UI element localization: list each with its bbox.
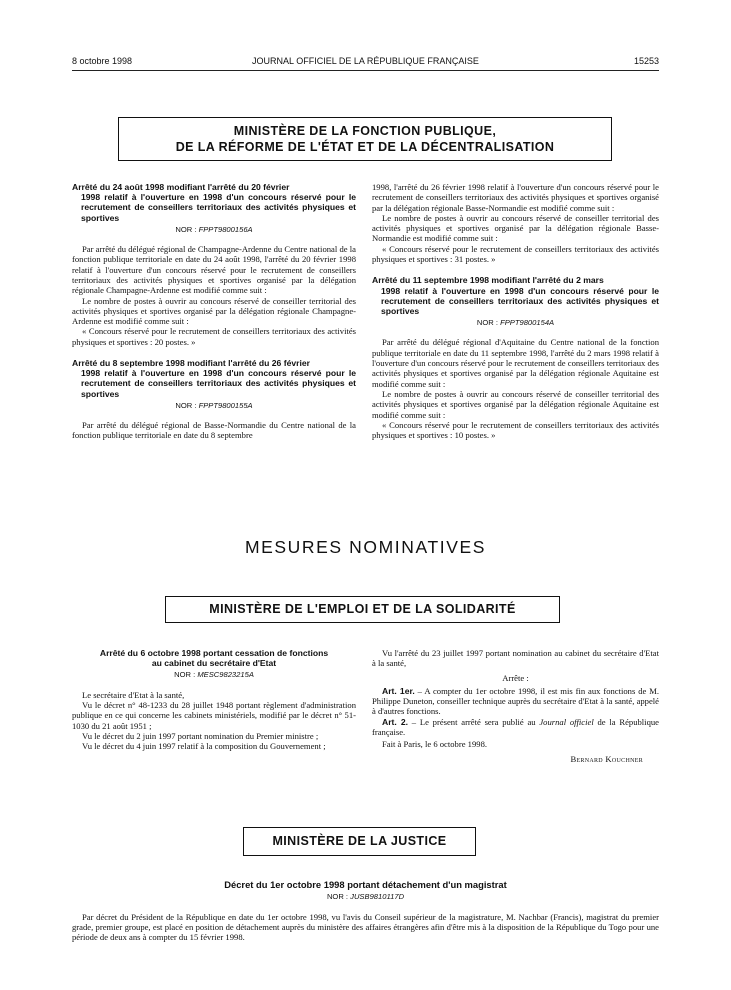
article-text: – A compter du 1er octobre 1998, il est mis fin aux fonctions de M. Philippe Duneton, conseiller technique auprès du secrétaire d'Etat à la santé, appelé à d'autres fonctions. (372, 685, 659, 717)
arrete-title-continuation: 1998 relatif à l'ouverture en 1998 d'un concours réservé pour le recrutement de conseillers territoriaux des activités physiques et sportives (81, 192, 356, 223)
article-label: Art. 1er. (382, 685, 415, 696)
arrete-8-septembre-title (72, 358, 356, 399)
paragraph: Par arrêté du délégué régional d'Aquitaine du Centre national de la fonction publique territoriale en date du 11 septembre 1998, l'arrêté du 2 mars 1998 relatif à l'ouverture d'un concours réservé pour le recrutement de conseillers territoriaux des activités physiques et sportives organisé par la délégation régionale Aquitaine est modifié comme suit : (372, 337, 659, 389)
arrete-formula: Arrête : (502, 672, 529, 683)
nor-label: NOR : (476, 318, 501, 328)
paragraph: Par décret du Président de la République en date du 1er octobre 1998, vu l'avis du Conseil supérieur de la magistrature, M. Nachbar (Francis), magistrat du premier grade, premier groupe, est placé en position de détachement auprès du ministère des affaires étrangères afin d'être mis à la disposition de la République du Togo pour une période de deux ans à compter du 15 février 1998. (72, 911, 659, 943)
nor-reference (72, 670, 356, 680)
ministry-fonction-publique-box (118, 117, 612, 161)
arrete-title-line: Arrêté du 24 août 1998 modifiant l'arrêté du 20 février (72, 182, 290, 192)
arrete-title-continuation: 1998 relatif à l'ouverture en 1998 d'un concours réservé pour le recrutement de conseillers territoriaux des activités physiques et sportives (81, 368, 356, 399)
article-1 (372, 686, 659, 717)
nor-reference (72, 225, 356, 235)
signature: Bernard Kouchner (570, 753, 643, 764)
nor-label: NOR : (326, 892, 351, 902)
nor-reference (372, 318, 659, 328)
paragraph: « Concours réservé pour le recrutement de conseillers territoriaux des activités physiques et sportives : 10 postes. » (372, 419, 659, 441)
paragraph-continuation: 1998, l'arrêté du 26 février 1998 relatif à l'ouverture d'un concours réservé pour le recrutement de conseillers territoriaux des activités physiques et sportives organisé par la délégation régionale Basse-Normandie est modifié comme suit : (372, 182, 659, 213)
nor-code: JUSB9810117D (350, 892, 405, 902)
article-label: Art. 2. (382, 716, 408, 727)
article-text: de la République française. (372, 716, 659, 738)
paragraph: Par arrêté du délégué régional de Champagne-Ardenne du Centre national de la fonction publique territoriale en date du 24 août 1998, l'arrêté du 20 février 1998 relatif à l'ouverture d'un concours réservé pour le recrutement de conseillers territoriaux des activités physiques et sportives organisé par la délégation régionale Champagne-Ardenne est modifié comme suit : (72, 244, 356, 296)
ministry-emploi-solidarite-box (165, 596, 560, 623)
paragraph: Le secrétaire d'Etat à la santé, (82, 689, 185, 700)
arrete-24-aout-title (72, 182, 356, 223)
nor-code: FPPT9800155A (198, 400, 253, 410)
nor-code: FPPT9800154A (500, 318, 555, 328)
article-2 (372, 717, 659, 738)
fait-a-paris: Fait à Paris, le 6 octobre 1998. (382, 739, 488, 750)
ministry-title-line1: MINISTÈRE DE LA FONCTION PUBLIQUE, (233, 124, 497, 138)
ministry-title-line1: MINISTÈRE DE L'EMPLOI ET DE LA SOLIDARITÉ (209, 602, 516, 616)
nor-label: NOR : (174, 670, 198, 680)
nor-code: MESC9823215A (197, 670, 254, 680)
ministry-title-line2: DE LA RÉFORME DE L'ÉTAT ET DE LA DÉCENTRALISATION (175, 140, 555, 154)
paragraph: Le nombre de postes à ouvrir au concours réservé de conseiller territorial des activités physiques et sportives organisé par la délégation régionale Aquitaine est modifié comme suit : (372, 388, 659, 420)
header-rule (72, 70, 659, 71)
arrete-title-line: Arrêté du 6 octobre 1998 portant cessation de fonctions (99, 648, 329, 658)
paragraph: Le nombre de postes à ouvrir au concours réservé de conseiller territorial des activités physiques et sportives organisé par la délégation régionale Champagne-Ardenne est modifié comme suit : (72, 295, 356, 327)
arrete-title-line: Arrêté du 8 septembre 1998 modifiant l'arrêté du 26 février (72, 358, 310, 369)
paragraph: « Concours réservé pour le recrutement de conseillers territoriaux des activités physiques et sportives : 31 postes. » (372, 243, 659, 265)
paragraph: Par arrêté du délégué régional de Basse-Normandie du Centre national de la fonction publique territoriale en date du 8 septembre (72, 420, 356, 441)
paragraph: Le nombre de postes à ouvrir au concours réservé de conseiller territorial des activités physiques et sportives organisé par la délégation régionale Basse-Normandie est modifié comme suit : (372, 212, 659, 244)
paragraph: Vu le décret du 4 juin 1997 relatif à la composition du Gouvernement ; (82, 741, 326, 752)
paragraph: Vu le décret du 2 juin 1997 portant nomination du Premier ministre ; (82, 730, 319, 741)
arrete-6-octobre-title (72, 648, 356, 668)
nor-reference (72, 401, 356, 411)
header-page-number: 15253 (633, 56, 659, 66)
page-header (72, 56, 659, 70)
nor-reference (72, 892, 659, 902)
ministry-justice-box (243, 827, 476, 856)
section-heading-mesures-nominatives: MESURES NOMINATIVES (244, 537, 487, 557)
paragraph: Vu le décret n° 48-1233 du 28 juillet 1948 portant règlement d'administration publique en ce qui concerne les cabinets ministériels, modifié par le décret n° 51-1030 du 21 août 1951 ; (72, 700, 356, 731)
article-text: – Le présent arrêté sera publié au (407, 716, 540, 727)
arrete-title-line: au cabinet du secrétaire d'Etat (151, 658, 277, 669)
nor-label: NOR : (175, 224, 199, 234)
paragraph: « Concours réservé pour le recrutement de conseillers territoriaux des activités physiques et sportives : 20 postes. » (72, 326, 356, 347)
arrete-title-continuation: 1998 relatif à l'ouverture en 1998 d'un concours réservé pour le recrutement de conseillers territoriaux des activités physiques et sportives (381, 285, 659, 316)
header-journal-title: JOURNAL OFFICIEL DE LA RÉPUBLIQUE FRANÇAISE (252, 56, 479, 66)
arrete-11-septembre-title (372, 275, 659, 316)
right-column-top (372, 182, 659, 440)
left-column-top (72, 182, 356, 441)
right-column-bottom (372, 648, 659, 764)
decret-title: Décret du 1er octobre 1998 portant détachement d'un magistrat (224, 879, 507, 890)
header-date: 8 octobre 1998 (72, 56, 133, 66)
arrete-title-line: Arrêté du 11 septembre 1998 modifiant l'arrêté du 2 mars (372, 275, 604, 286)
left-column-bottom (72, 648, 356, 751)
nor-label: NOR : (175, 400, 199, 410)
ministry-title-line1: MINISTÈRE DE LA JUSTICE (272, 834, 447, 848)
journal-officiel-italic: Journal officiel (539, 716, 594, 727)
nor-code: FPPT9800156A (198, 224, 253, 234)
decret-section (72, 880, 659, 942)
paragraph: Vu l'arrêté du 23 juillet 1997 portant nomination au cabinet du secrétaire d'Etat à la santé, (372, 648, 659, 669)
